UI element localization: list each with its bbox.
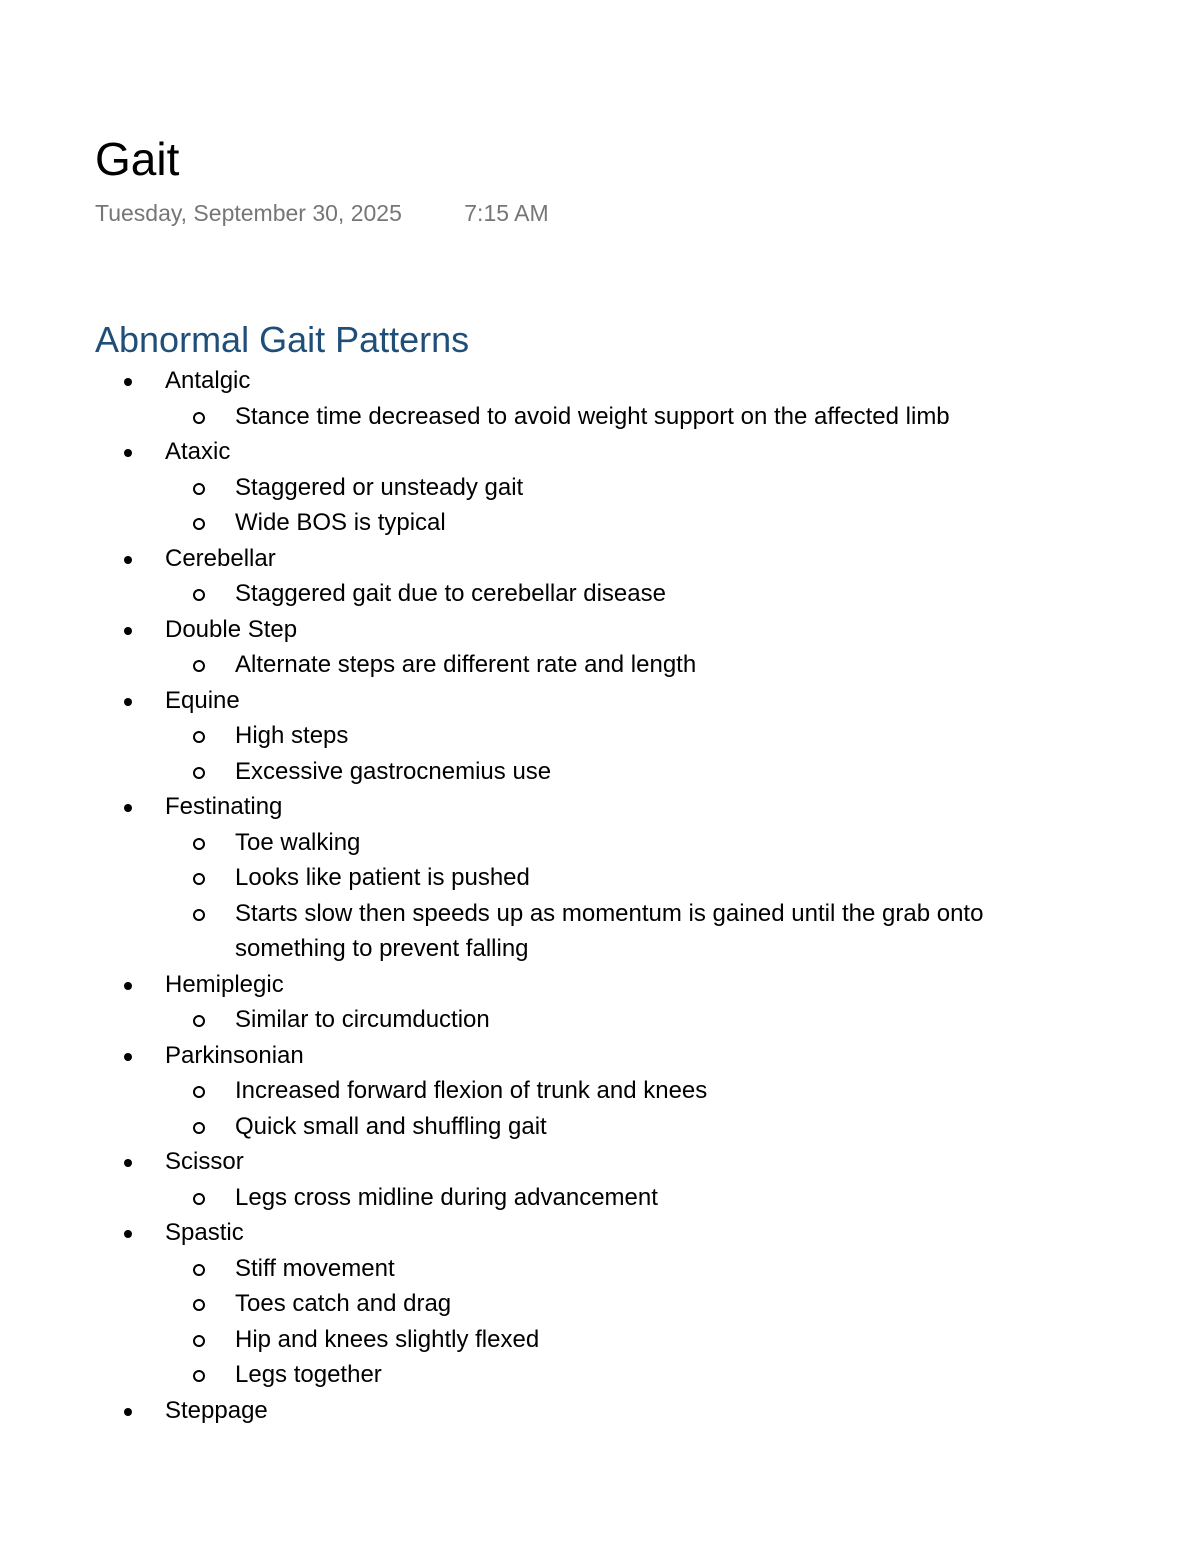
sub-list-item-text: Legs together xyxy=(235,1361,382,1388)
list-item-label: Festinating xyxy=(165,793,283,820)
list-item xyxy=(0,612,1200,683)
sub-list xyxy=(165,1073,1200,1144)
sub-list-item-text: Staggered gait due to cerebellar disease xyxy=(235,580,666,607)
sub-list-item-text: Increased forward flexion of trunk and knees xyxy=(235,1077,708,1104)
hollow-bullet-icon xyxy=(193,909,205,921)
list-item xyxy=(0,1215,1200,1393)
list-item-label: Cerebellar xyxy=(165,544,276,572)
sub-list-item-text: Staggered or unsteady gait xyxy=(235,473,524,501)
list-item-label: Equine xyxy=(165,686,240,714)
list-item-label: Spastic xyxy=(165,1219,244,1246)
sub-list-item-text: Starts slow then speeds up as momentum is gained until the grab onto something to prevent falling xyxy=(235,899,984,962)
list-item xyxy=(0,1393,1200,1429)
sub-list-item-text: Looks like patient is pushed xyxy=(235,864,530,891)
sub-list-item-text: High steps xyxy=(235,722,349,749)
sub-list-item-text: Alternate steps are different rate and length xyxy=(235,651,697,678)
list-item xyxy=(0,434,1200,541)
sub-list-item-text: Toes catch and drag xyxy=(235,1290,452,1317)
sub-list-item-text: Wide BOS is typical xyxy=(235,509,446,536)
bullet-icon xyxy=(124,1159,132,1167)
sub-list-item-text: Excessive gastrocnemius use xyxy=(235,757,552,785)
bullet-icon xyxy=(124,804,132,812)
hollow-bullet-icon xyxy=(193,412,205,424)
sub-list-item xyxy=(235,399,1065,435)
sub-list-item xyxy=(235,1002,1065,1038)
sub-list-item xyxy=(235,505,1065,541)
sub-list-item xyxy=(235,860,1065,896)
bullet-icon xyxy=(124,982,132,990)
bullet-icon xyxy=(124,1230,132,1238)
sub-list-item xyxy=(235,718,1065,754)
bullet-icon xyxy=(124,378,132,386)
sub-list-item-text: Stiff movement xyxy=(235,1254,395,1282)
hollow-bullet-icon xyxy=(193,731,205,743)
hollow-bullet-icon xyxy=(193,838,205,850)
sub-list xyxy=(165,1002,1200,1038)
list-item xyxy=(0,1038,1200,1145)
hollow-bullet-icon xyxy=(193,660,205,672)
gait-pattern-list xyxy=(0,363,1200,1428)
hollow-bullet-icon xyxy=(193,873,205,885)
bullet-icon xyxy=(124,698,132,706)
sub-list xyxy=(165,1251,1200,1393)
page-title: Gait xyxy=(95,133,180,185)
hollow-bullet-icon xyxy=(193,589,205,601)
list-item xyxy=(0,683,1200,790)
sub-list-item-text: Hip and knees slightly flexed xyxy=(235,1325,540,1353)
list-item xyxy=(0,789,1200,967)
list-item xyxy=(0,541,1200,612)
sub-list-item xyxy=(235,1180,1065,1216)
sub-list-item xyxy=(235,647,1065,683)
hollow-bullet-icon xyxy=(193,1122,205,1134)
sub-list xyxy=(165,399,1200,435)
sub-list-item xyxy=(235,1322,1065,1358)
sub-list-item-text: Legs cross midline during advancement xyxy=(235,1183,658,1211)
sub-list-item-text: Quick small and shuffling gait xyxy=(235,1112,547,1140)
list-item-label: Steppage xyxy=(165,1396,268,1424)
hollow-bullet-icon xyxy=(193,1335,205,1347)
list-item xyxy=(0,363,1200,434)
bullet-icon xyxy=(124,1053,132,1061)
hollow-bullet-icon xyxy=(193,1370,205,1382)
bullet-icon xyxy=(124,449,132,457)
sub-list xyxy=(165,470,1200,541)
hollow-bullet-icon xyxy=(193,1086,205,1098)
bullet-icon xyxy=(124,556,132,564)
sub-list xyxy=(165,825,1200,967)
sub-list xyxy=(165,647,1200,683)
hollow-bullet-icon xyxy=(193,1299,205,1311)
list-item xyxy=(0,1144,1200,1215)
sub-list xyxy=(165,718,1200,789)
list-item-label: Ataxic xyxy=(165,438,231,465)
page-time: 7:15 AM xyxy=(464,200,549,226)
bullet-icon xyxy=(124,627,132,635)
hollow-bullet-icon xyxy=(193,1015,205,1027)
hollow-bullet-icon xyxy=(193,1193,205,1205)
page-timestamp xyxy=(95,198,549,228)
sub-list-item xyxy=(235,1286,1065,1322)
list-item-label: Hemiplegic xyxy=(165,970,284,998)
hollow-bullet-icon xyxy=(193,1264,205,1276)
sub-list-item-text: Similar to circumduction xyxy=(235,1006,490,1033)
page-date: Tuesday, September 30, 2025 xyxy=(95,200,402,226)
bullet-icon xyxy=(124,1408,132,1416)
hollow-bullet-icon xyxy=(193,483,205,495)
hollow-bullet-icon xyxy=(193,767,205,779)
list-item-label: Double Step xyxy=(165,615,298,643)
sub-list-item xyxy=(235,576,1065,612)
sub-list-item xyxy=(235,896,1065,967)
sub-list-item xyxy=(235,1073,1065,1109)
sub-list-item-text: Toe walking xyxy=(235,828,361,856)
sub-list-item xyxy=(235,1357,1065,1393)
sub-list xyxy=(165,1180,1200,1216)
list-item-label: Parkinsonian xyxy=(165,1041,304,1069)
sub-list-item-text: Stance time decreased to avoid weight support on the affected limb xyxy=(235,402,950,430)
list-item xyxy=(0,967,1200,1038)
list-item-label: Antalgic xyxy=(165,367,251,394)
sub-list-item xyxy=(235,754,1065,790)
hollow-bullet-icon xyxy=(193,518,205,530)
sub-list-item xyxy=(235,1109,1065,1145)
section-heading: Abnormal Gait Patterns xyxy=(95,319,470,360)
sub-list-item xyxy=(235,825,1065,861)
sub-list xyxy=(165,576,1200,612)
list-item-label: Scissor xyxy=(165,1148,244,1175)
sub-list-item xyxy=(235,1251,1065,1287)
sub-list-item xyxy=(235,470,1065,506)
